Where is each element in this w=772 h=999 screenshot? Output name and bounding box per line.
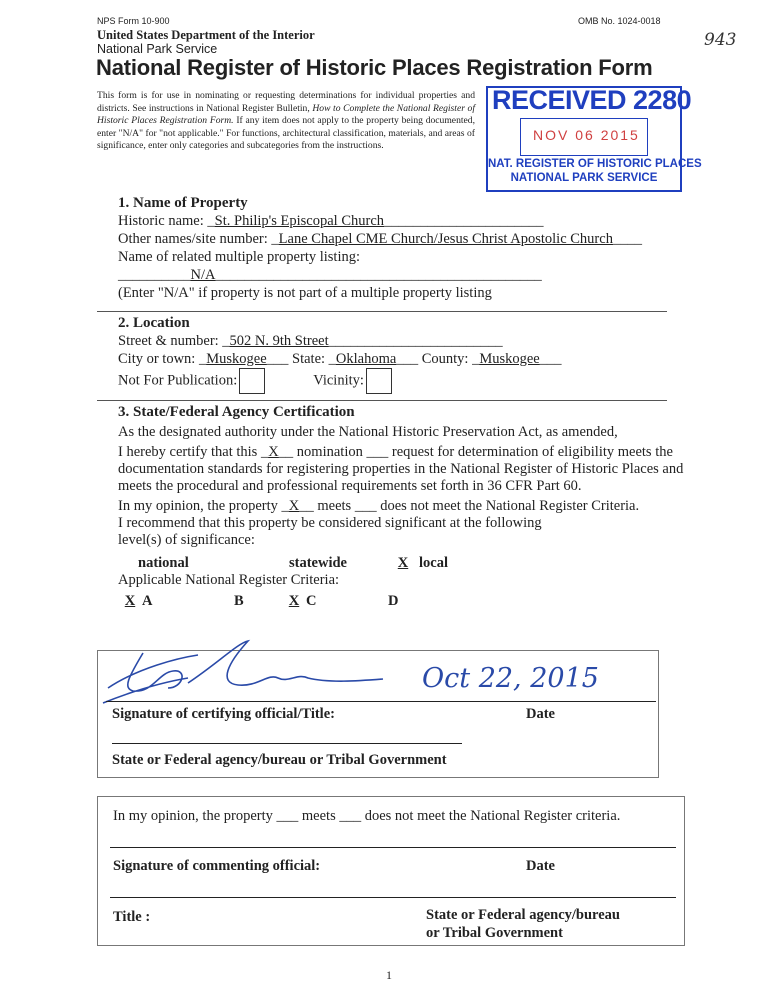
handwritten-page-note: 943 (704, 30, 737, 50)
page-number: 1 (386, 968, 392, 982)
section1: 1. Name of Property Historic name: _St. Philip's Episcopal Church______________________ Other names/site number: _Lane Chapel CME Church/Jesus Christ Apostolic Church____ Name of related multiple property listing: __________N/A_____________________________________________ (Enter "N/A" if property is not part of a multiple property listing (118, 195, 642, 301)
stamp-line1: NAT. REGISTER OF HISTORIC PLACES (488, 158, 702, 170)
criterion-d-label: D (388, 593, 399, 609)
criterion-b-label: B (234, 593, 244, 609)
commenting-agency-label: State or Federal agency/bureau or Tribal Government (426, 907, 620, 941)
agency-line (112, 743, 462, 744)
department: United States Department of the Interior (97, 28, 315, 42)
level-local-label: local (419, 555, 448, 571)
divider (97, 311, 667, 312)
level-national-label: national (138, 555, 189, 571)
criterion-a-label: A (142, 593, 153, 609)
commenting-title-label: Title : (113, 909, 151, 925)
commenting-signature-label: Signature of commenting official: (113, 858, 321, 874)
received-stamp (486, 85, 702, 192)
state-label: State: (292, 351, 326, 367)
level-local-mark: X (397, 555, 409, 571)
vicinity-label: Vicinity: (313, 372, 364, 389)
section2: 2. Location Street & number: _502 N. 9th Street________________________ City or town: _Muskogee___ State: _Oklahoma___ County: _Muskogee___ Not For Publication: Vicinity: (118, 314, 561, 394)
agency: National Park Service (97, 42, 218, 56)
certifying-signature-label: Signature of certifying official/Title: (112, 706, 335, 722)
criterion-a-mark: X (124, 593, 136, 609)
certifying-official-box (97, 650, 659, 778)
mpl-label: Name of related multiple property listing: (118, 249, 361, 265)
page-title: National Register of Historic Places Registration Form (96, 55, 653, 80)
section2-heading: 2. Location (118, 315, 190, 331)
title-line (110, 897, 676, 898)
section3-heading: 3. State/Federal Agency Certification (118, 404, 355, 420)
criteria-row (118, 593, 708, 610)
historic-name-label: Historic name: (118, 213, 204, 229)
section1-heading: 1. Name of Property (118, 195, 248, 211)
form-number: NPS Form 10-900 (97, 16, 170, 26)
historic-name-value: St. Philip's Episcopal Church (214, 213, 385, 229)
state-value: Oklahoma (335, 351, 397, 367)
comment-signature-line (110, 847, 676, 848)
other-names-label: Other names/site number: (118, 231, 268, 247)
instructions: This form is for use in nominating or requesting determinations for individual properties and districts. See instructions in National Register Bulletin, How to Complete the National Register of Historic Places Registration Form. If any item does not apply to the property being documented, enter "N/A" for "not applicable." For functions, architectural classification, materials, and areas of significance, enter only categories and subcategories from the instructions. (97, 90, 476, 152)
levels-text: level(s) of significance: (118, 532, 255, 548)
criteria-label: Applicable National Register Criteria: (118, 572, 340, 588)
not-for-publication-label: Not For Publication: (118, 372, 238, 389)
level-statewide-label: statewide (289, 555, 347, 571)
commenting-opinion: In my opinion, the property ___ meets ___ does not meet the National Register criteria. (113, 808, 621, 824)
not-for-publication-checkbox[interactable] (239, 368, 265, 394)
commenting-date-label: Date (526, 858, 555, 874)
criterion-c-mark: X (288, 593, 300, 609)
meets-mark: X (288, 498, 300, 514)
city-label: City or town: (118, 351, 196, 367)
street-value: 502 N. 9th Street (229, 333, 329, 349)
omb-number: OMB No. 1024-0018 (578, 16, 661, 26)
certify-text: I hereby certify that this _X__ nomination ___ request for determination of eligibility meets the documentation standards for registering properties in the National Register of Historic Places and meets the procedural and professional requirements set forth in 36 CFR Part 60. (118, 444, 684, 494)
commenting-official-box (97, 796, 685, 946)
stamp-line2: NATIONAL PARK SERVICE (510, 172, 658, 184)
stamp-received: RECEIVED 2280 (492, 85, 692, 115)
certifying-date-label: Date (526, 706, 555, 722)
stamp-date: NOV 06 2015 (533, 127, 640, 143)
street-label: Street & number: (118, 333, 219, 349)
mpl-value: N/A (190, 267, 216, 283)
divider (97, 400, 667, 401)
signature-line (106, 701, 656, 702)
mpl-note: (Enter "N/A" if property is not part of a multiple property listing (118, 285, 492, 301)
recommend-text: I recommend that this property be considered significant at the following (118, 515, 542, 531)
other-names-value: Lane Chapel CME Church/Jesus Christ Apostolic Church (278, 231, 613, 247)
opinion-text: In my opinion, the property _X__ meets ___ does not meet the National Register Criteria. (118, 498, 640, 514)
section3 (118, 404, 708, 610)
authority-text: As the designated authority under the National Historic Preservation Act, as amended, (118, 424, 618, 440)
criterion-c-label: C (306, 593, 317, 609)
signed-date: Oct 22, 2015 (422, 663, 599, 694)
county-label: County: (421, 351, 469, 367)
certifying-agency-label: State or Federal agency/bureau or Tribal Government (112, 752, 447, 768)
vicinity-checkbox[interactable] (366, 368, 392, 394)
levels-row (118, 555, 708, 572)
city-value: Muskogee (206, 351, 267, 367)
nomination-mark: X (268, 444, 279, 460)
county-value: Muskogee (479, 351, 540, 367)
